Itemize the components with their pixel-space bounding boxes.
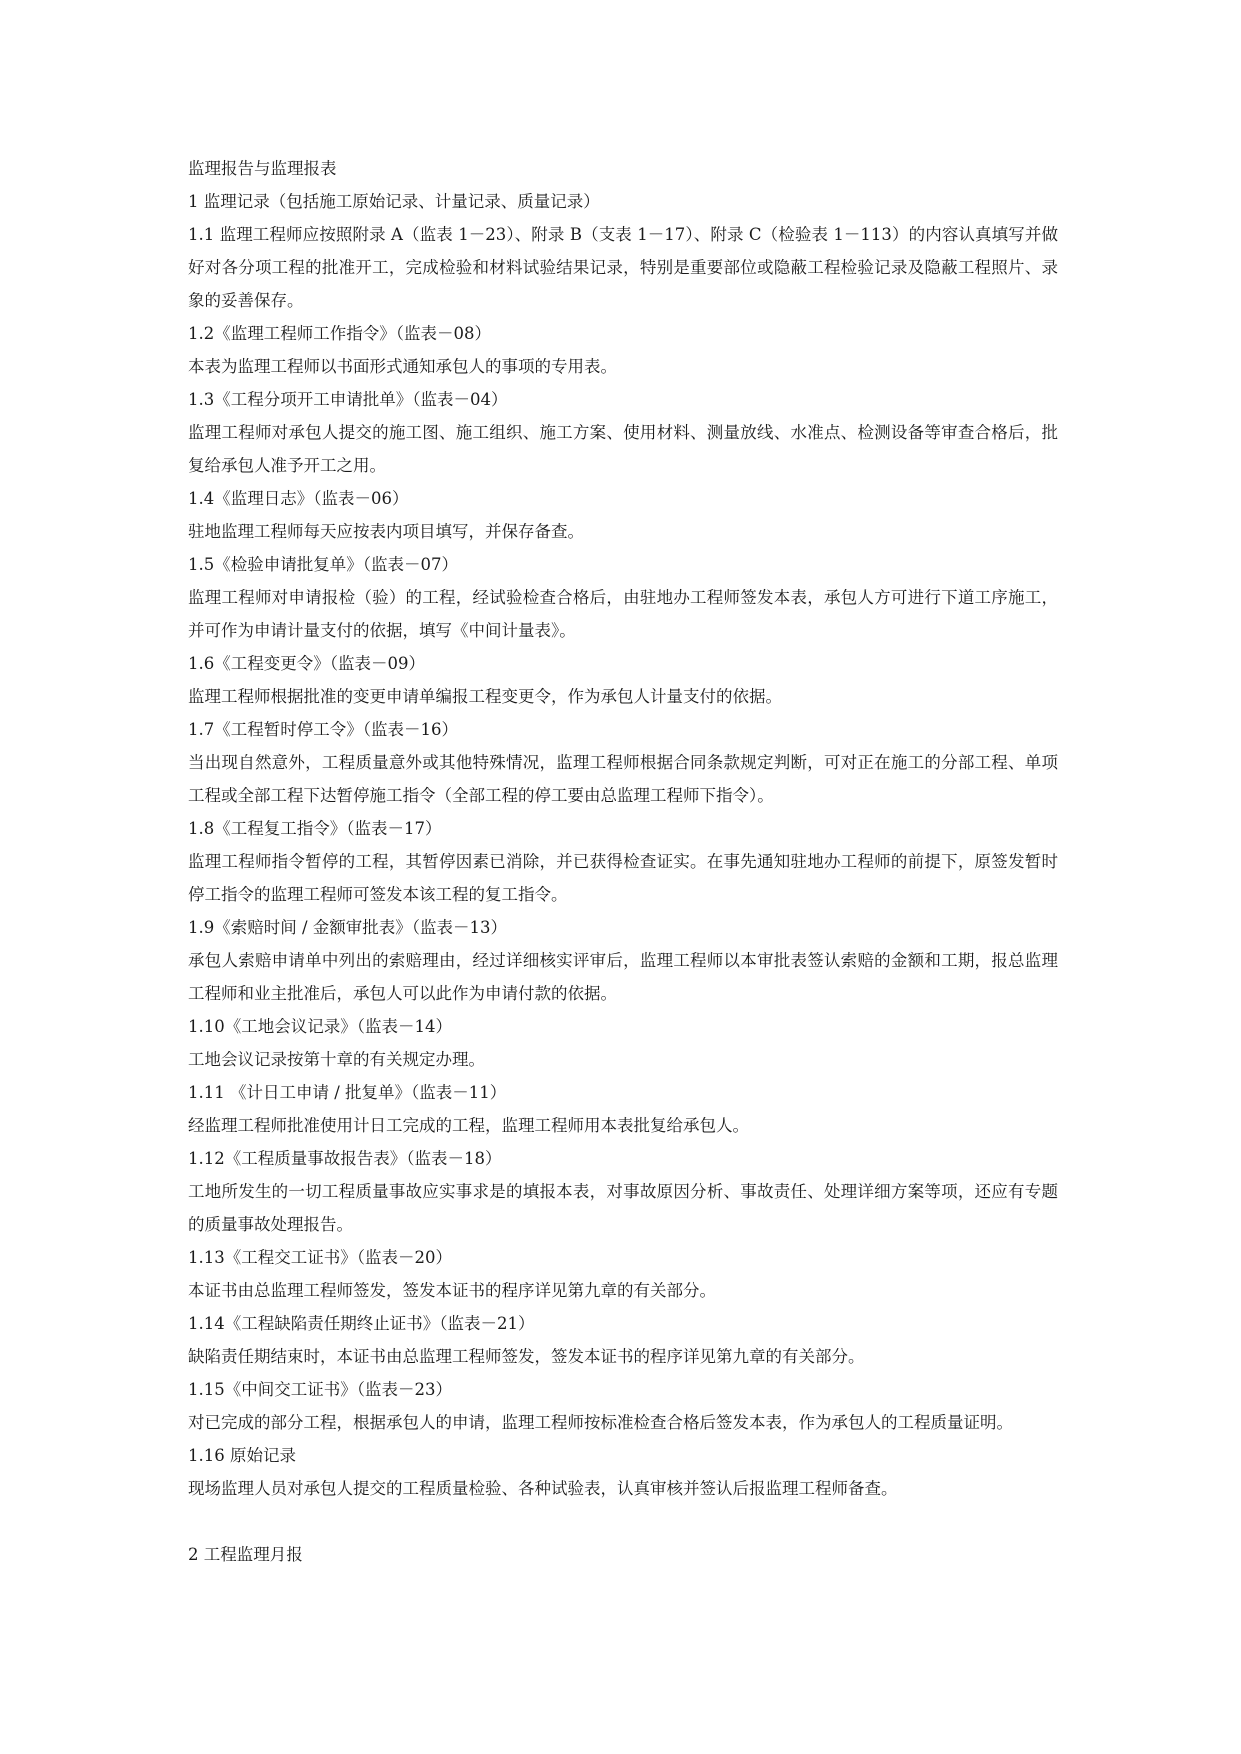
item-1-4-text: 驻地监理工程师每天应按表内项目填写，并保存备查。 — [188, 522, 584, 541]
item-1-12-text: 工地所发生的一切工程质量事故应实事求是的填报本表，对事故原因分析、事故责任、处理详细方案等项，还应有专题的质量事故处理报告。 — [188, 1182, 1058, 1234]
item-1-9-text: 承包人索赔申请单中列出的索赔理由，经过详细核实评审后，监理工程师以本审批表签认索赔的金额和工期，报总监理工程师和业主批准后，承包人可以此作为申请付款的依据。 — [188, 951, 1058, 1003]
section-spacer — [188, 1505, 1058, 1538]
item-1-3-heading: 1.3《工程分项开工申请批单》（监表－04） — [188, 390, 508, 409]
item-1-3-text: 监理工程师对承包人提交的施工图、施工组织、施工方案、使用材料、测量放线、水准点、检测设备等审查合格后，批复给承包人准予开工之用。 — [188, 423, 1058, 475]
item-1-6-text: 监理工程师根据批准的变更申请单编报工程变更令，作为承包人计量支付的依据。 — [188, 687, 782, 706]
item-1-7-text: 当出现自然意外，工程质量意外或其他特殊情况，监理工程师根据合同条款规定判断，可对正在施工的分部工程、单项工程或全部工程下达暂停施工指令（全部工程的停工要由总监理工程师下指令）。 — [188, 753, 1058, 805]
item-1-2-text: 本表为监理工程师以书面形式通知承包人的事项的专用表。 — [188, 357, 617, 376]
item-1-6-heading: 1.6《工程变更令》（监表－09） — [188, 654, 425, 673]
item-1-11-text: 经监理工程师批准使用计日工完成的工程，监理工程师用本表批复给承包人。 — [188, 1116, 749, 1135]
item-1-5-text: 监理工程师对申请报检（验）的工程，经试验检查合格后，由驻地办工程师签发本表，承包人方可进行下道工序施工，并可作为申请计量支付的依据，填写《中间计量表》。 — [188, 588, 1058, 640]
item-1-7-heading: 1.7《工程暂时停工令》（监表－16） — [188, 720, 458, 739]
item-1-12-heading: 1.12《工程质量事故报告表》（监表－18） — [188, 1149, 502, 1168]
section-2-heading: 2 工程监理月报 — [188, 1545, 303, 1564]
item-1-14-heading: 1.14《工程缺陷责任期终止证书》（监表－21） — [188, 1314, 535, 1333]
item-1-2-heading: 1.2《监理工程师工作指令》（监表－08） — [188, 324, 491, 343]
document-title: 监理报告与监理报表 — [188, 159, 337, 178]
item-1-4-heading: 1.4《监理日志》（监表－06） — [188, 489, 409, 508]
item-1-14-text: 缺陷责任期结束时，本证书由总监理工程师签发，签发本证书的程序详见第九章的有关部分。 — [188, 1347, 865, 1366]
item-1-1-text: 1.1 监理工程师应按照附录 A（监表 1－23）、附录 B（支表 1－17）、附录 C（检验表 1－113）的内容认真填写并做好对各分项工程的批准开工，完成检验和材料试验结果记录，特别是重要部位或隐蔽工程检验记录及隐蔽工程照片、录象的妥善保存。 — [188, 225, 1058, 310]
item-1-8-text: 监理工程师指令暂停的工程，其暂停因素已消除，并已获得检查证实。在事先通知驻地办工程师的前提下，原签发暂时停工指令的监理工程师可签发本该工程的复工指令。 — [188, 852, 1058, 904]
item-1-10-heading: 1.10《工地会议记录》（监表－14） — [188, 1017, 452, 1036]
item-1-11-heading: 1.11 《计日工申请 / 批复单》（监表－11） — [188, 1083, 507, 1102]
item-1-13-text: 本证书由总监理工程师签发，签发本证书的程序详见第九章的有关部分。 — [188, 1281, 716, 1300]
item-1-10-text: 工地会议记录按第十章的有关规定办理。 — [188, 1050, 485, 1069]
item-1-5-heading: 1.5《检验申请批复单》（监表－07） — [188, 555, 458, 574]
item-1-16-heading: 1.16 原始记录 — [188, 1446, 296, 1465]
item-1-15-text: 对已完成的部分工程，根据承包人的申请，监理工程师按标准检查合格后签发本表，作为承包人的工程质量证明。 — [188, 1413, 1013, 1432]
item-1-13-heading: 1.13《工程交工证书》（监表－20） — [188, 1248, 452, 1267]
document-body — [188, 152, 1058, 1571]
section-1-heading: 1 监理记录（包括施工原始记录、计量记录、质量记录） — [188, 192, 600, 211]
item-1-8-heading: 1.8《工程复工指令》（监表－17） — [188, 819, 442, 838]
item-1-9-heading: 1.9《索赔时间 / 金额审批表》（监表－13） — [188, 918, 508, 937]
item-1-15-heading: 1.15《中间交工证书》（监表－23） — [188, 1380, 452, 1399]
item-1-16-text: 现场监理人员对承包人提交的工程质量检验、各种试验表，认真审核并签认后报监理工程师备查。 — [188, 1479, 898, 1498]
